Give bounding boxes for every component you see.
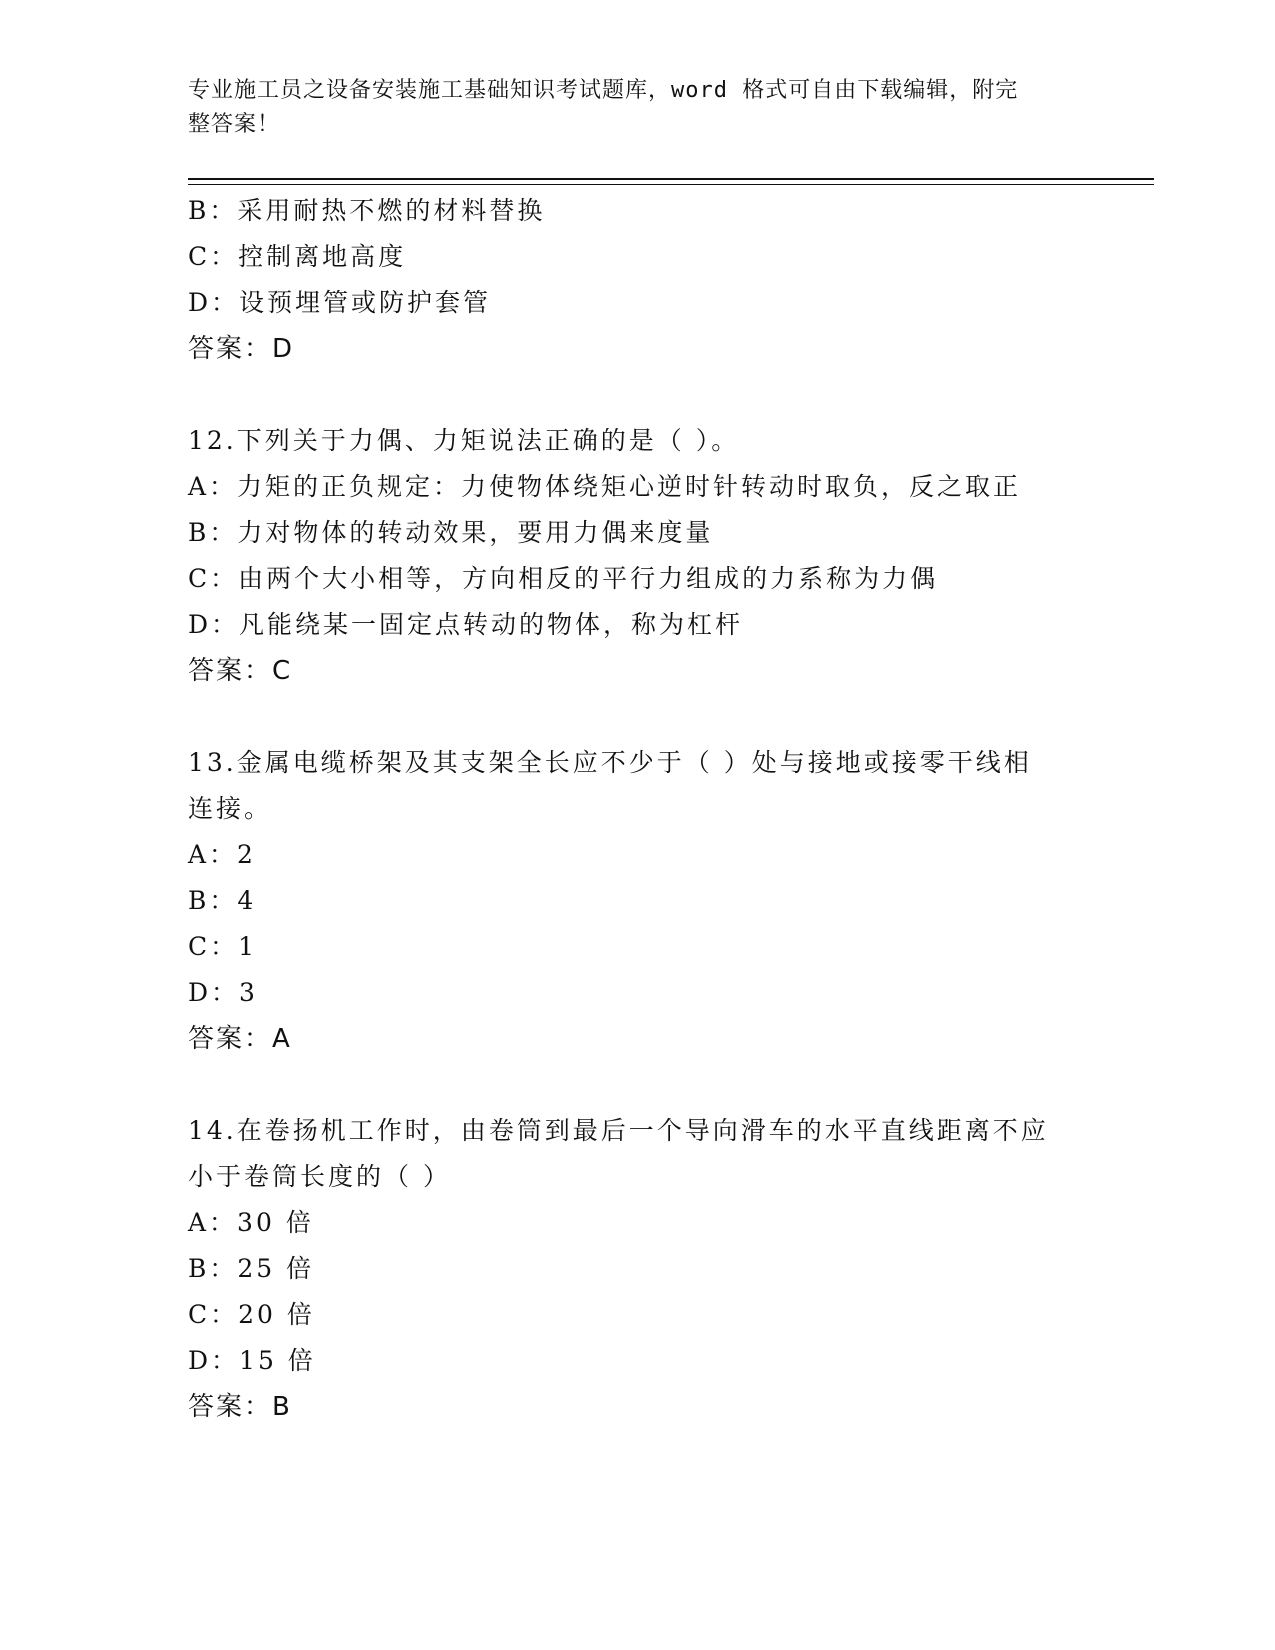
question-stem: 12.下列关于力偶、力矩说法正确的是（ ）。 (188, 426, 740, 455)
option-a: A：力矩的正负规定：力使物体绕矩心逆时针转动时取负，反之取正 (188, 472, 1022, 501)
option-c: C：控制离地高度 (188, 242, 407, 271)
option-d: D：3 (188, 978, 258, 1007)
question-13 (188, 740, 1088, 1062)
option-d: D：设预埋管或防护套管 (188, 288, 492, 317)
header-line-1: 专业施工员之设备安装施工基础知识考试题库，word 格式可自由下载编辑，附完 (188, 78, 1019, 103)
option-a: A：30 倍 (188, 1208, 314, 1237)
question-12 (188, 418, 1088, 694)
header-divider-thin (188, 184, 1154, 185)
question-stem: 13.金属电缆桥架及其支架全长应不少于（ ）处与接地或接零干线相 (188, 748, 1032, 777)
option-b: B：4 (188, 886, 257, 915)
question-stem-continued: 连接。 (188, 794, 273, 823)
answer-line: 答案：C (188, 656, 293, 686)
option-b: B：采用耐热不燃的材料替换 (188, 196, 546, 225)
document-header (188, 74, 1088, 142)
question-list (188, 188, 1088, 1430)
answer-line: 答案：A (188, 1024, 292, 1054)
header-line-2: 整答案！ (188, 112, 281, 137)
option-c: C：1 (188, 932, 258, 961)
answer-line: 答案：D (188, 334, 295, 364)
question-stem: 14.在卷扬机工作时，由卷筒到最后一个导向滑车的水平直线距离不应 (188, 1116, 1049, 1145)
option-d: D：凡能绕某一固定点转动的物体，称为杠杆 (188, 610, 744, 639)
option-c: C：由两个大小相等，方向相反的平行力组成的力系称为力偶 (188, 564, 939, 593)
option-c: C：20 倍 (188, 1300, 315, 1329)
header-divider-thick (188, 178, 1154, 180)
answer-line: 答案：B (188, 1392, 292, 1422)
question-11-continuation (188, 188, 1088, 372)
option-d: D：15 倍 (188, 1346, 316, 1375)
option-b: B：力对物体的转动效果，要用力偶来度量 (188, 518, 714, 547)
option-b: B：25 倍 (188, 1254, 315, 1283)
question-stem-continued: 小于卷筒长度的（ ） (188, 1162, 451, 1191)
question-14 (188, 1108, 1088, 1430)
option-a: A：2 (188, 840, 256, 869)
